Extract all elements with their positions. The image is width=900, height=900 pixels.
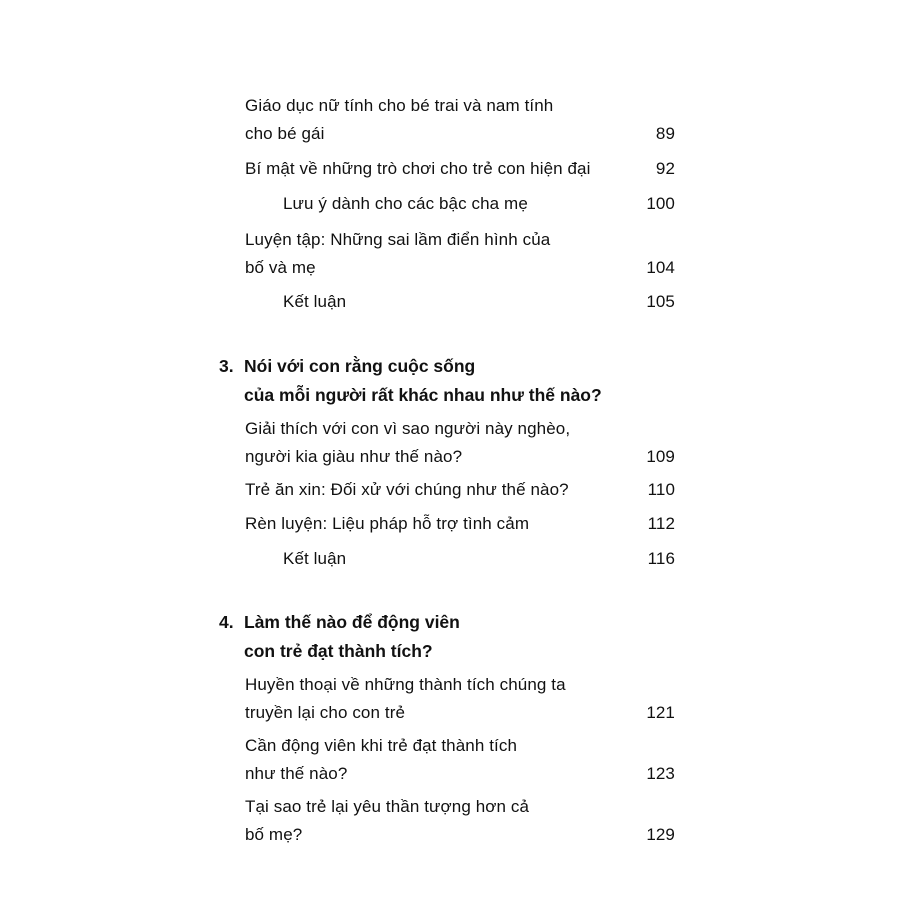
toc-entry-page: 129 [646,825,675,844]
toc-entry [245,155,675,183]
toc-entry [245,732,675,788]
chapter-number: 4. [219,612,234,632]
toc-entry-title: Tại sao trẻ lại yêu thần tượng hơn cả bố mẹ? [245,797,530,844]
chapter-heading [219,352,679,410]
toc-entry-title: Giải thích với con vì sao người này nghèo, người kia giàu như thế nào? [245,419,571,466]
toc-entry [245,415,675,471]
toc-entry [245,476,675,504]
toc-entry-title: Lưu ý dành cho các bậc cha mẹ [283,194,528,213]
toc-entry [245,671,675,727]
toc-entry-title: Trẻ ăn xin: Đối xử với chúng như thế nào? [245,480,569,499]
toc-entry [283,190,675,218]
chapter-number: 3. [219,356,234,376]
toc-entry [283,288,675,316]
toc-entry [283,545,675,573]
toc-entry-title: Cần động viên khi trẻ đạt thành tích như thế nào? [245,736,517,783]
toc-entry-page: 110 [647,480,675,499]
toc-entry [245,92,675,148]
toc-entry-page: 109 [646,447,675,466]
chapter-heading [219,608,679,666]
toc-entry-page: 123 [646,764,675,783]
toc-entry-page: 112 [647,514,675,533]
toc-entry [245,793,675,849]
toc-entry [245,226,675,282]
toc-entry-title: Bí mật về những trò chơi cho trẻ con hiện đại [245,159,591,178]
toc-entry-title: Kết luận [283,292,347,311]
chapter-title: Làm thế nào để động viên con trẻ đạt thành tích? [244,612,460,661]
toc-entry-title: Luyện tập: Những sai lầm điển hình của bố và mẹ [245,230,551,277]
toc-entry-page: 116 [647,549,675,568]
toc-entry-page: 92 [655,159,675,178]
chapter-title: Nói với con rằng cuộc sống của mỗi người rất khác nhau như thế nào? [244,356,602,405]
toc-entry-title: Huyền thoại về những thành tích chúng ta truyền lại cho con trẻ [245,675,566,722]
toc-entry-page: 89 [655,124,675,143]
toc-entry-title: Giáo dục nữ tính cho bé trai và nam tính cho bé gái [245,96,554,143]
toc-entry-title: Rèn luyện: Liệu pháp hỗ trợ tình cảm [245,514,530,533]
toc-entry-title: Kết luận [283,549,347,568]
toc-entry-page: 104 [646,258,675,277]
toc-entry [245,510,675,538]
toc-entry-page: 121 [646,703,675,722]
toc-entry-page: 105 [646,292,675,311]
toc-entry-page: 100 [646,194,675,213]
